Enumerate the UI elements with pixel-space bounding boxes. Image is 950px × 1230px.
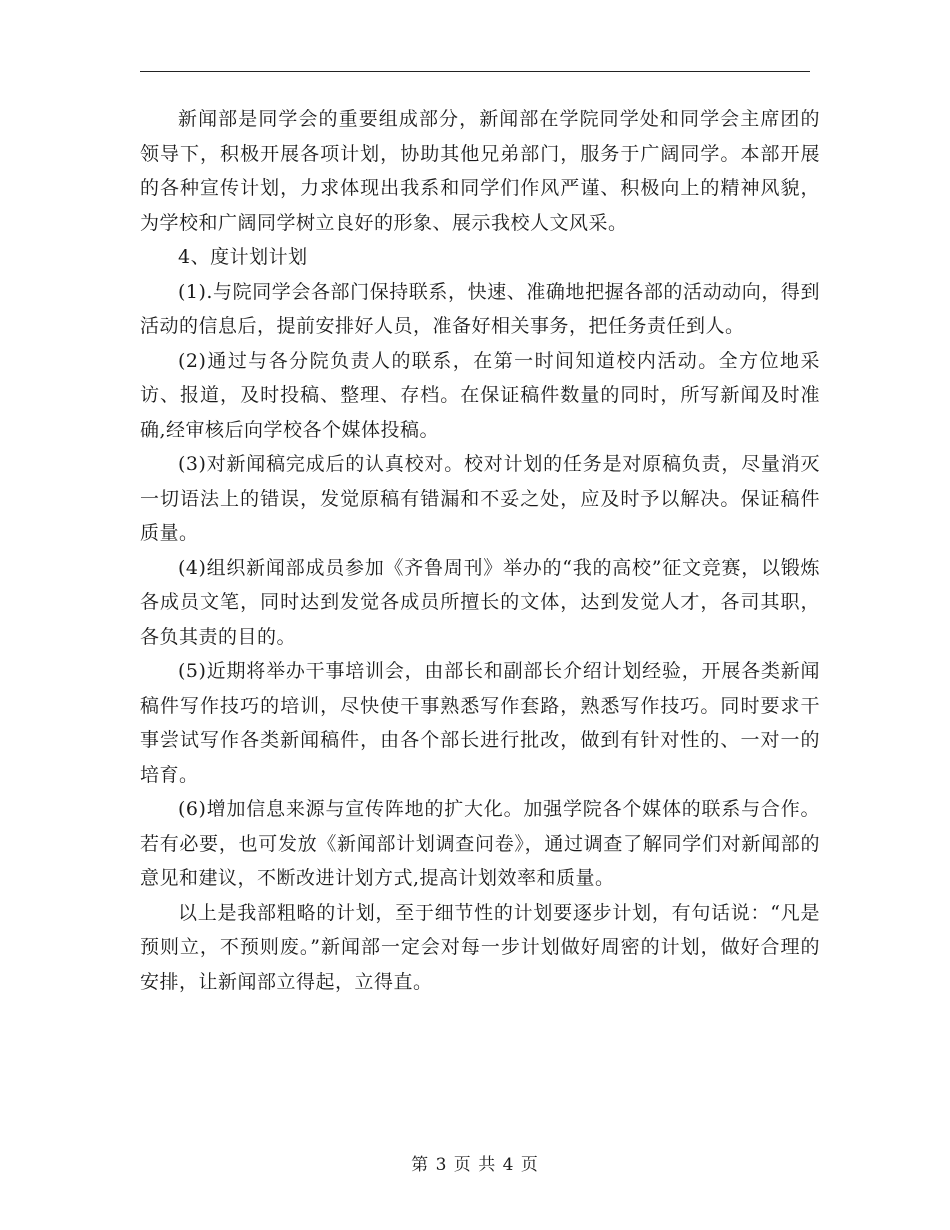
- paragraph-item-5: (5)近期将举办干事培训会，由部长和副部长介绍计划经验，开展各类新闻稿件写作技巧的培训，尽快使干事熟悉写作套路，熟悉写作技巧。同时要求干事尝试写作各类新闻稿件，由各个部长进行批改，做到有针对性的、一对一的培育。: [140, 660, 820, 786]
- paragraph-item-4: (4)组织新闻部成员参加《齐鲁周刊》举办的“我的高校”征文竞赛，以锻炼各成员文笔，同时达到发觉各成员所擅长的文体，达到发觉人才，各司其职，各负其责的目的。: [140, 556, 820, 648]
- document-body: [140, 102, 820, 999]
- paragraph-item-1: (1).与院同学会各部门保持联系，快速、准确地把握各部的活动动向，得到活动的信息后，提前安排好人员，准备好相关事务，把任务责任到人。: [140, 280, 820, 337]
- page-number-footer: 第 3 页 共 4 页: [411, 1155, 539, 1175]
- section-heading: 4、度计划计划: [178, 246, 308, 268]
- paragraph-conclusion: 以上是我部粗略的计划，至于细节性的计划要逐步计划，有句话说：“凡是预则立，不预则废。”新闻部一定会对每一步计划做好周密的计划，做好合理的安排，让新闻部立得起，立得直。: [140, 901, 820, 993]
- paragraph-intro: 新闻部是同学会的重要组成部分，新闻部在学院同学处和同学会主席团的领导下，积极开展各项计划，协助其他兄弟部门，服务于广阔同学。本部开展的各种宣传计划，力求体现出我系和同学们作风严谨、积极向上的精神风貌，为学校和广阔同学树立良好的形象、展示我校人文风采。: [140, 108, 820, 234]
- header-rule: [140, 71, 810, 72]
- paragraph-item-2: (2)通过与各分院负责人的联系，在第一时间知道校内活动。全方位地采访、报道，及时投稿、整理、存档。在保证稿件数量的同时，所写新闻及时准确,经审核后向学校各个媒体投稿。: [140, 349, 820, 441]
- paragraph-item-6: (6)增加信息来源与宣传阵地的扩大化。加强学院各个媒体的联系与合作。若有必要，也可发放《新闻部计划调查问卷》，通过调查了解同学们对新闻部的意见和建议，不断改进计划方式,提高计划效率和质量。: [140, 798, 820, 889]
- paragraph-item-3: (3)对新闻稿完成后的认真校对。校对计划的任务是对原稿负责，尽量消灭一切语法上的错误，发觉原稿有错漏和不妥之处，应及时予以解决。保证稿件质量。: [140, 453, 820, 544]
